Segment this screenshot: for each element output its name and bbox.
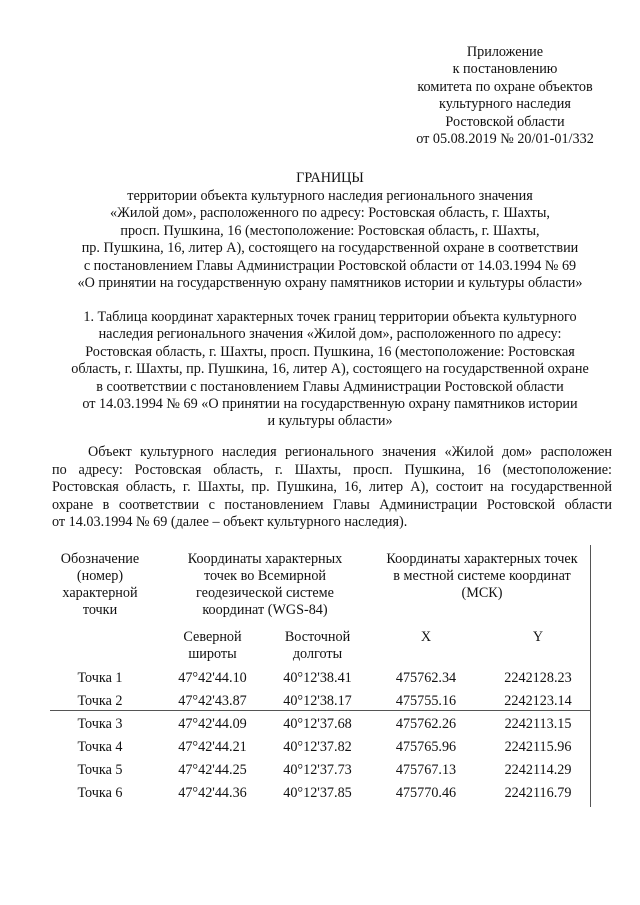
cell-y: 2242116.79: [504, 785, 572, 801]
cell-east: 40°12'37.68: [283, 716, 352, 732]
header-wgs84-line: точек во Всемирной: [203, 568, 327, 584]
header-designation-line: (номер): [76, 568, 124, 584]
header-msk-line: Координаты характерных точек: [386, 551, 578, 567]
cell-point: Точка 1: [77, 670, 123, 686]
document-heading: ГРАНИЦЫ: [296, 170, 364, 186]
paragraph-line: от 14.03.1994 № 69 (далее – объект культурного наследия).: [52, 514, 408, 531]
header-msk-line: в местной системе координат: [393, 568, 571, 584]
header-north-latitude: [160, 629, 265, 663]
cell-east: 40°12'37.73: [283, 762, 352, 778]
header-designation: [50, 551, 150, 619]
header-east-line: Восточной: [284, 629, 351, 645]
title-line: просп. Пушкина, 16 (местоположение: Ростовская область, г. Шахты,: [120, 222, 540, 239]
cell-y: 2242114.29: [504, 762, 572, 778]
cell-x: 475755.16: [395, 693, 457, 709]
header-msk-line: (МСК): [461, 585, 503, 601]
header-wgs84: [160, 551, 370, 619]
cell-north: 47°42'44.09: [178, 716, 247, 732]
header-wgs84-line: геодезической системе: [196, 585, 334, 601]
cell-point: Точка 6: [77, 785, 123, 801]
coordinates-table: [50, 545, 595, 807]
cell-east: 40°12'37.82: [283, 739, 352, 755]
cell-y: 2242123.14: [504, 693, 572, 709]
section-line: 1. Таблица координат характерных точек границ территории объекта культурного: [83, 309, 577, 325]
title-line: «Жилой дом», расположенного по адресу: Ростовская область, г. Шахты,: [110, 205, 550, 221]
cell-x: 475762.26: [395, 716, 457, 732]
cell-y: 2242113.15: [504, 716, 572, 732]
paragraph-line: по адресу: Ростовская область, г. Шахты, просп. Пушкина, 16 (местоположение:: [52, 461, 612, 478]
cell-north: 47°42'44.25: [178, 762, 247, 778]
cell-north: 47°42'44.21: [178, 739, 247, 755]
cell-north: 47°42'43.87: [178, 693, 247, 709]
header-east-longitude: [265, 629, 370, 663]
header-north-line: Северной: [183, 629, 242, 645]
cell-point: Точка 5: [77, 762, 123, 778]
appendix-block: [380, 44, 630, 148]
section-line: наследия регионального значения «Жилой дом», расположенного по адресу:: [98, 326, 562, 343]
appendix-line: от 05.08.2019 № 20/01-01/332: [416, 131, 594, 148]
paragraph-line: Ростовская область, г. Шахты, пр. Пушкина, 16, литер А), состоит на государственной: [52, 479, 612, 496]
header-x: X: [420, 629, 432, 645]
appendix-line: культурного наследия: [439, 96, 571, 113]
header-designation-line: точки: [82, 602, 118, 618]
cell-north: 47°42'44.10: [178, 670, 247, 686]
title-line: территории объекта культурного наследия регионального значения: [127, 187, 533, 204]
header-designation-line: характерной: [62, 585, 138, 601]
section-line: Ростовская область, г. Шахты, просп. Пушкина, 16 (местоположение: Ростовская: [85, 343, 575, 360]
cell-x: 475767.13: [395, 762, 457, 778]
section-line: в соответствии с постановлением Главы Администрации Ростовской области: [96, 378, 564, 395]
title-line: пр. Пушкина, 16, литер А), состоящего на государственной охране в соответствии: [81, 240, 579, 256]
appendix-line: к постановлению: [452, 61, 558, 78]
paragraph-line: Объект культурного наследия регионального значения «Жилой дом» расположен: [88, 444, 612, 460]
title-line: «О принятии на государственную охрану памятников истории и культуры области»: [77, 275, 583, 291]
section-1-heading: [40, 309, 620, 431]
section-line: область, г. Шахты, пр. Пушкина, 16, литер А), состоящего на государственной охране: [71, 361, 589, 378]
header-north-line: широты: [188, 646, 237, 662]
title-block: [40, 170, 620, 293]
cell-east: 40°12'38.17: [283, 693, 352, 709]
title-line: с постановлением Главы Администрации Ростовской области от 14.03.1994 № 69: [83, 257, 577, 274]
cell-y: 2242115.96: [504, 739, 572, 755]
cell-point: Точка 2: [77, 693, 123, 709]
body-paragraph: [52, 444, 612, 532]
appendix-line: Ростовской области: [445, 113, 565, 130]
cell-east: 40°12'37.85: [283, 785, 352, 801]
cell-point: Точка 4: [77, 739, 123, 755]
cell-x: 475770.46: [395, 785, 457, 801]
header-east-line: долготы: [292, 646, 343, 662]
section-line: и культуры области»: [267, 413, 393, 430]
cell-north: 47°42'44.36: [178, 785, 247, 801]
section-line: от 14.03.1994 № 69 «О принятии на государственную охрану памятников истории: [82, 396, 578, 413]
cell-x: 475762.34: [395, 670, 457, 686]
cell-x: 475765.96: [395, 739, 457, 755]
paragraph-line: охране в соответствии с постановлением Главы Администрации Ростовской области: [52, 496, 612, 513]
table-row-divider: [50, 710, 591, 711]
table-right-border: [590, 545, 591, 807]
header-y: Y: [532, 629, 544, 645]
cell-y: 2242128.23: [504, 670, 572, 686]
header-wgs84-line: Координаты характерных: [187, 551, 343, 567]
header-msk: [370, 551, 594, 602]
header-designation-line: Обозначение: [60, 551, 140, 567]
appendix-line: комитета по охране объектов: [417, 78, 593, 95]
cell-east: 40°12'38.41: [283, 670, 352, 686]
header-wgs84-line: координат (WGS-84): [202, 602, 328, 618]
cell-point: Точка 3: [77, 716, 123, 732]
appendix-line: Приложение: [466, 44, 544, 60]
